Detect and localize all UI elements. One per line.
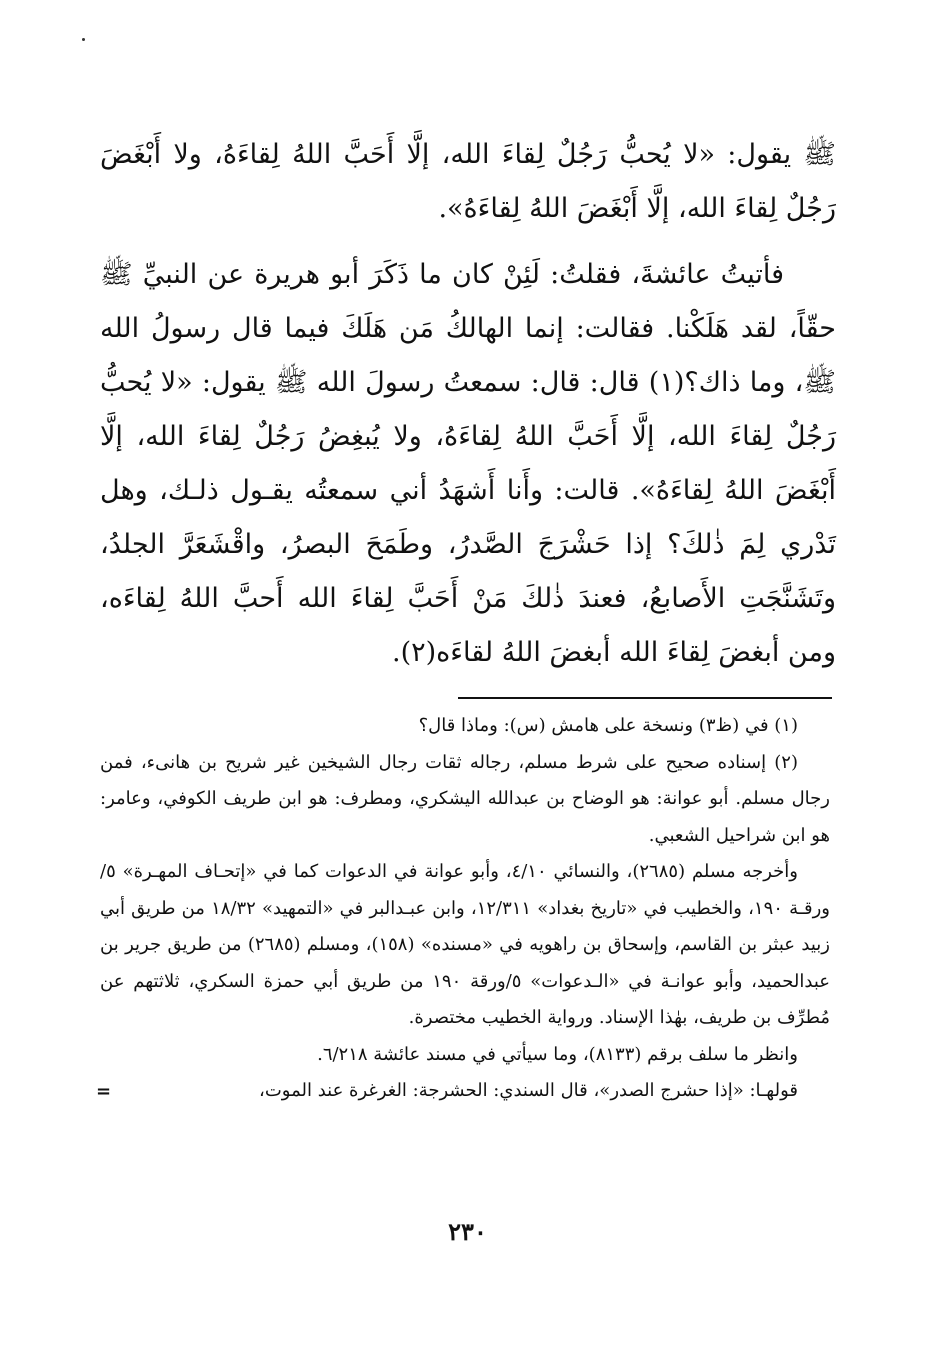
footnote-2-see-also: وانظر ما سلف برقم (٨١٣٣)، وما سيأتي في مسند عائشة ٦/٢١٨. — [317, 1043, 798, 1065]
main-paragraph-2: فأتيتُ عائشةَ، فقلتُ: لَئِنْ كان ما ذَكَرَ أبو هريرة عن النبيِّ ﷺ حقّاً، لقد هَلَكْنا. فقالت: إنما الهالكُ مَن هَلَكَ فيما قال رسولُ الله ﷺ، وما ذاك؟(١) قال: قال: سمعتُ رسولَ الله ﷺ يقول: «لا يُحبُّ رَجُلٌ لِقاءَ الله، إلَّا أَحَبَّ اللهُ لِقاءَهُ، ولا يُبغِضُ رَجُلٌ لِقاءَ الله، إلَّا أَبْغَضَ اللهُ لِقاءَهُ». قالت: وأَنا أَشهَدُ أني سمعتُه يقـول ذلـك، وهل تَدْري لِمَ ذٰلكَ؟ إذا حَشْرَجَ الصَّدرُ، وطَمَحَ البصرُ، واقْشَعَرَّ الجلدُ، وتَشَنَّجَتِ الأَصابعُ، فعندَ ذٰلكَ مَنْ أَحَبَّ لِقاءَ الله أَحبَّ اللهُ لِقاءَه، ومن أبغضَ لِقاءَ الله أبغضَ اللهُ لقاءَه(٢). — [100, 259, 836, 668]
footnote-1: (١) في (ظ٣) ونسخة على هامش (س): وماذا قال؟ — [418, 715, 798, 736]
page-number: ٢٣٠ — [448, 1217, 487, 1246]
scan-speck — [82, 38, 85, 41]
footnote-2-takhrij: وأخرجه مسلم (٢٦٨٥)، والنسائي ٤/١٠، وأبو عوانة في الدعوات كما في «إتحـاف المهـرة» ٥/ورقـة ١٩٠، والخطيب في «تاريخ بغداد» ١٢/٣١١، وابن عبـدالبر في «التمهيد» ١٨/٣٢ من طريق أبي زبيد عبثر بن القاسم، وإسحاق بن راهويه في «مسنده» (١٥٨)، ومسلم (٢٦٨٥) من طريق جرير بن عبدالحميد، وأبو عوانـة في «الـدعوات» ٥/ورقة ١٩٠ من طريق أبي حمزة السكري، ثلاثتهم عن مُطرِّف بن طريف، بهٰذا الإسناد. ورواية الخطيب مختصرة. — [100, 861, 831, 1028]
footnotes — [96, 708, 831, 1111]
footnote-2: (٢) إسناده صحيح على شرط مسلم، رجاله ثقات رجال الشيخين غير شريح بن هانىء، فمن رجال مسلم. أبو عوانة: هو الوضاح بن عبدالله اليشكري، ومطرف: هو ابن طريف الكوفي، وعامر: هو ابن شراحيل الشعبي. — [100, 751, 830, 846]
footnote-sharh-text: قولهـا: «إذا حشرج الصدر»، قال السندي: الحشرجة: الغرغرة عند الموت، — [259, 1080, 798, 1101]
main-paragraph-1: ﷺ يقول: «لا يُحبُّ رَجُلٌ لِقاءَ الله، إلَّا أَحَبَّ اللهُ لِقاءَهُ، ولا أَبْغَضَ رَجُلٌ لِقاءَ الله، إلَّا أَبْغَضَ اللهُ لِقاءَهُ». — [100, 139, 836, 224]
footnote-separator — [458, 697, 832, 699]
footnote-2-sharh — [96, 1073, 830, 1110]
main-text — [100, 128, 836, 680]
footnote-continuation-mark: = — [96, 1081, 112, 1102]
